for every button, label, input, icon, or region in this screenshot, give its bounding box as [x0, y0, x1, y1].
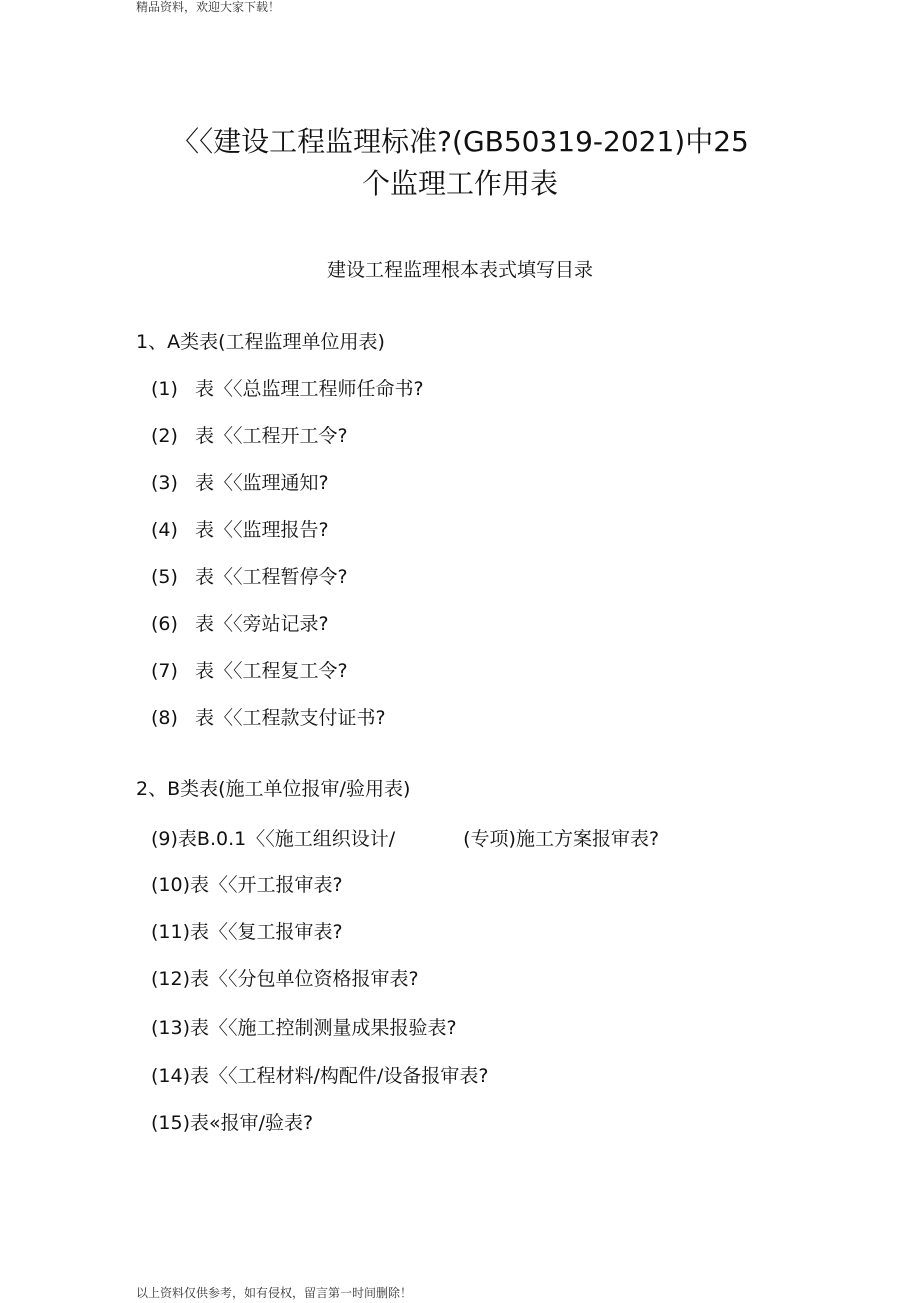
list-item-text: 表〈〈开工报审表?	[190, 874, 343, 896]
list-item	[151, 565, 348, 589]
list-item-number: (8)	[151, 707, 178, 729]
list-item	[151, 659, 348, 683]
list-item-number: (15)	[151, 1112, 191, 1134]
list-item	[151, 518, 329, 542]
list-item-text: 表〈〈总监理工程师任命书?	[195, 378, 424, 400]
list-item	[151, 706, 386, 730]
document-title-line-2: 个监理工作用表	[361, 167, 558, 200]
list-item-number: (7)	[151, 660, 178, 682]
list-item-number: (9)	[151, 828, 178, 850]
list-item-text: 表〈〈旁站记录?	[195, 613, 329, 635]
list-item-number: (5)	[151, 566, 178, 588]
document-title-line-1: 〈〈建设工程监理标准?(GB50319-2021)中25	[171, 125, 749, 158]
list-item	[151, 1016, 457, 1040]
list-item-number: (3)	[151, 472, 178, 494]
list-item-number: (11)	[151, 921, 191, 943]
list-item-text: 表〈〈工程暂停令?	[195, 566, 348, 588]
list-item	[151, 920, 343, 944]
list-item	[151, 1064, 488, 1088]
list-item-number: (14)	[151, 1065, 191, 1087]
list-item-text: 表〈〈监理通知?	[195, 472, 329, 494]
section-b-heading: 2、B类表(施工单位报审/验用表)	[136, 778, 411, 800]
list-item-text: 表〈〈施工控制测量成果报验表?	[190, 1017, 457, 1039]
list-item-text: 表〈〈监理报告?	[195, 519, 329, 541]
list-item-text: 表〈〈工程复工令?	[195, 660, 348, 682]
list-item-number: (13)	[151, 1017, 191, 1039]
list-item-number: (6)	[151, 613, 178, 635]
page-header-note: 精品资料，欢迎大家下载！	[136, 0, 281, 14]
list-item	[151, 377, 424, 401]
list-item-number: (4)	[151, 519, 178, 541]
section-a-heading: 1、A类表(工程监理单位用表)	[136, 331, 385, 353]
list-item-number: (2)	[151, 425, 178, 447]
list-item	[151, 471, 329, 495]
list-item-text: 表〈〈工程款支付证书?	[195, 707, 386, 729]
list-item-number: (10)	[151, 874, 191, 896]
list-item	[151, 1111, 313, 1135]
document-subtitle: 建设工程监理根本表式填写目录	[326, 259, 593, 281]
list-item-text: 表〈〈分包单位资格报审表?	[190, 968, 419, 990]
list-item-text: 表〈〈复工报审表?	[190, 921, 343, 943]
list-item-text: 表〈〈工程材料/构配件/设备报审表?	[190, 1065, 489, 1087]
list-item	[151, 873, 343, 897]
list-item	[151, 967, 419, 991]
list-item-text: 表〈〈工程开工令?	[195, 425, 348, 447]
list-item-number: (1)	[151, 378, 178, 400]
list-item-number: (12)	[151, 968, 191, 990]
list-item-text: 表«报审/验表?	[190, 1112, 314, 1134]
list-item	[151, 612, 329, 636]
list-item	[151, 827, 659, 851]
list-item	[151, 424, 348, 448]
list-item-text: 表B.0.1〈〈施工组织设计/	[177, 828, 396, 850]
page-footer-note: 以上资料仅供参考，如有侵权，留言第一时间删除！	[136, 1286, 413, 1300]
list-item-text-continued: (专项)施工方案报审表?	[463, 828, 660, 850]
